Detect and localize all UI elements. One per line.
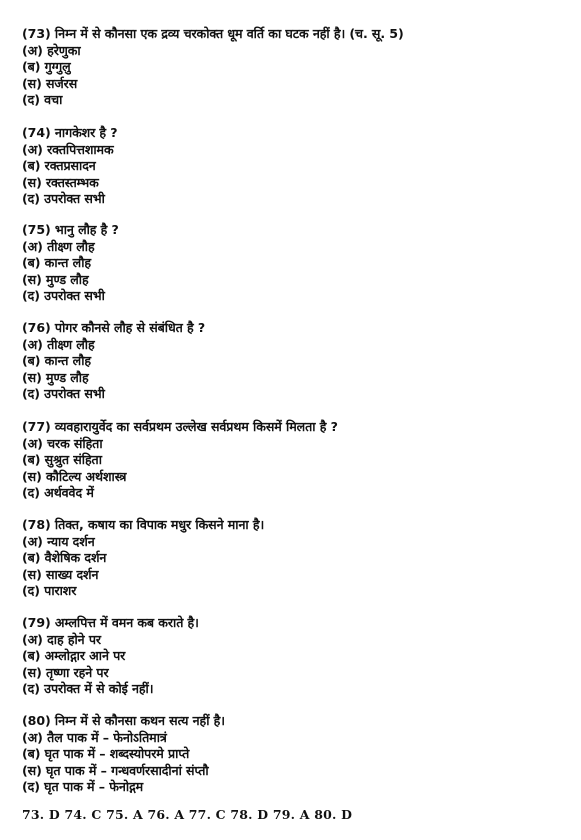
option-b: (ब) रक्तप्रसादन [22,158,96,174]
question-block-75 [22,222,567,305]
option-c: (स) सर्जरस [22,75,78,91]
option-c: (स) कौटिल्य अर्थशास्त्र [22,468,127,484]
option-d: (द) वचा [22,92,63,108]
option-c: (स) घृत पाक में – गन्धवर्णरसादीनां संप्तौ [22,762,209,778]
question-text: (75) भानु लौह है ? [22,222,119,237]
question-text: (79) अम्लपित्त में वमन कब कराते है। [22,615,199,630]
question-text: (76) पोगर कौनसे लौह से संबंधित है ? [22,320,206,335]
question-block-78 [22,517,567,600]
option-b: (ब) अम्लोद्गार आने पर [22,648,126,664]
option-a: (अ) हरेणुका [22,42,81,58]
option-c: (स) रक्तस्तम्भक [22,174,99,190]
option-a: (अ) तीक्ष्ण लौह [22,336,95,352]
option-a: (अ) तीक्ष्ण लौह [22,238,95,254]
option-b: (ब) कान्त लौह [22,353,91,369]
option-c: (स) मुण्ड लौह [22,369,89,385]
option-d: (द) अर्थववेद में [22,485,94,501]
option-d: (द) उपरोक्त सभी [22,386,105,402]
question-block-80 [22,713,567,796]
option-a: (अ) चरक संहिता [22,435,103,451]
option-b: (ब) सुश्रुत संहिता [22,452,102,468]
option-c: (स) मुण्ड लौह [22,271,89,287]
question-block-74 [22,125,567,208]
option-d: (द) उपरोक्त सभी [22,288,105,304]
option-a: (अ) न्याय दर्शन [22,533,95,549]
option-d: (द) पाराशर [22,583,77,599]
question-text: (80) निम्न में से कौनसा कथन सत्य नहीं है। [22,713,225,728]
option-b: (ब) घृत पाक में – शब्दस्योपरमे प्राप्ते [22,746,190,762]
question-text: (77) व्यवहारायुर्वेद का सर्वप्रथम उल्लेख सर्वप्रथम किसमें मिलता है ? [22,419,338,434]
question-text: (78) तिक्त, कषाय का विपाक मधुर किसने माना है। [22,517,265,532]
question-block-77 [22,419,567,502]
question-block-73 [22,26,567,109]
question-block-79 [22,615,567,698]
option-d: (द) उपरोक्त में से कोई नहीं। [22,681,154,697]
question-text: (73) निम्न में से कौनसा एक द्रव्य चरकोक्त धूम वर्ति का घटक नहीं है। (च. सू. 5) [22,26,404,41]
option-a: (अ) तैल पाक में – फेनोऽतिमात्रं [22,729,167,745]
option-b: (ब) वैशेषिक दर्शन [22,550,107,566]
option-b: (ब) गुग्गुलु [22,59,71,75]
option-d: (द) उपरोक्त सभी [22,191,105,207]
answer-key: 73. D 74. C 75. A 76. A 77. C 78. D 79. A 80. D [22,807,353,822]
option-b: (ब) कान्त लौह [22,255,91,271]
option-c: (स) साख्य दर्शन [22,566,99,582]
option-d: (द) घृत पाक में – फेनोद्गम [22,779,144,795]
question-block-76 [22,320,567,403]
option-a: (अ) रक्तपित्तशामक [22,141,114,157]
question-text: (74) नागकेशर है ? [22,125,118,140]
option-a: (अ) दाह होने पर [22,631,101,647]
option-c: (स) तृष्णा रहने पर [22,664,109,680]
